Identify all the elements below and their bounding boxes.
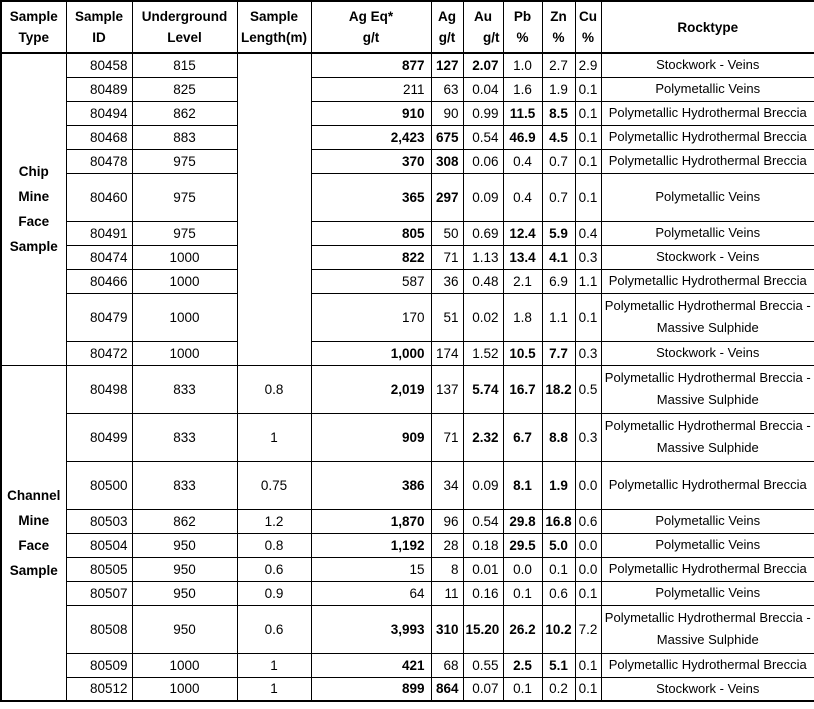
au-cell: 2.07 [463, 53, 503, 77]
zn-cell: 1.1 [542, 293, 575, 341]
au-cell: 2.32 [463, 413, 503, 461]
pb-cell: 26.2 [503, 605, 542, 653]
sample-id-cell: 80509 [66, 653, 132, 677]
length-cell: 0.9 [237, 581, 311, 605]
rocktype-cell: Polymetallic Hydrothermal Breccia [601, 149, 814, 173]
sample-id-cell: 80472 [66, 341, 132, 365]
ageq-cell: 587 [311, 269, 431, 293]
pb-cell: 11.5 [503, 101, 542, 125]
group-label-channel: Channel Mine Face Sample [1, 365, 66, 701]
sample-id-cell: 80478 [66, 149, 132, 173]
pb-cell: 6.7 [503, 413, 542, 461]
table-row [1, 677, 814, 701]
level-cell: 1000 [132, 245, 237, 269]
table-row [1, 413, 814, 461]
cu-cell: 0.1 [575, 293, 601, 341]
rocktype-cell: Polymetallic Hydrothermal Breccia [601, 125, 814, 149]
cu-cell: 0.3 [575, 245, 601, 269]
table-row [1, 125, 814, 149]
rocktype-cell: Polymetallic Hydrothermal Breccia - Massive Sulphide [601, 365, 814, 413]
ag-cell: 96 [431, 509, 463, 533]
pb-cell: 0.4 [503, 149, 542, 173]
pb-cell: 46.9 [503, 125, 542, 149]
au-cell: 0.06 [463, 149, 503, 173]
rocktype-cell: Polymetallic Hydrothermal Breccia [601, 653, 814, 677]
cu-cell: 0.1 [575, 149, 601, 173]
cu-cell: 0.0 [575, 461, 601, 509]
au-cell: 0.18 [463, 533, 503, 557]
level-cell: 975 [132, 149, 237, 173]
table-row [1, 173, 814, 221]
au-cell: 0.01 [463, 557, 503, 581]
zn-cell: 5.0 [542, 533, 575, 557]
au-cell: 0.16 [463, 581, 503, 605]
cu-cell: 0.4 [575, 221, 601, 245]
header-au: Au g/t [463, 1, 503, 53]
zn-cell: 5.9 [542, 221, 575, 245]
pb-cell: 12.4 [503, 221, 542, 245]
level-cell: 975 [132, 173, 237, 221]
level-cell: 1000 [132, 269, 237, 293]
cu-cell: 0.1 [575, 173, 601, 221]
table-header [1, 1, 814, 53]
pb-cell: 16.7 [503, 365, 542, 413]
ageq-cell: 2,019 [311, 365, 431, 413]
sample-id-cell: 80468 [66, 125, 132, 149]
ag-cell: 90 [431, 101, 463, 125]
au-cell: 0.09 [463, 461, 503, 509]
zn-cell: 0.1 [542, 557, 575, 581]
table-row [1, 581, 814, 605]
table-row [1, 245, 814, 269]
ageq-cell: 1,192 [311, 533, 431, 557]
rocktype-cell: Polymetallic Hydrothermal Breccia - Massive Sulphide [601, 293, 814, 341]
header-ag-eq: Ag Eq* g/t [311, 1, 431, 53]
table-row [1, 149, 814, 173]
ag-cell: 127 [431, 53, 463, 77]
sample-id-cell: 80458 [66, 53, 132, 77]
length-cell: 0.8 [237, 533, 311, 557]
table-row [1, 77, 814, 101]
sample-id-cell: 80466 [66, 269, 132, 293]
level-cell: 862 [132, 101, 237, 125]
rocktype-cell: Polymetallic Veins [601, 221, 814, 245]
zn-cell: 6.9 [542, 269, 575, 293]
au-cell: 0.07 [463, 677, 503, 701]
sample-id-cell: 80474 [66, 245, 132, 269]
ag-cell: 864 [431, 677, 463, 701]
sample-id-cell: 80479 [66, 293, 132, 341]
zn-cell: 0.7 [542, 149, 575, 173]
sample-id-cell: 80498 [66, 365, 132, 413]
table-row [1, 101, 814, 125]
ag-cell: 308 [431, 149, 463, 173]
level-cell: 825 [132, 77, 237, 101]
au-cell: 5.74 [463, 365, 503, 413]
level-cell: 950 [132, 581, 237, 605]
header-ag: Ag g/t [431, 1, 463, 53]
pb-cell: 0.1 [503, 677, 542, 701]
sample-id-cell: 80512 [66, 677, 132, 701]
length-cell: 1.2 [237, 509, 311, 533]
header-underground-level: Underground Level [132, 1, 237, 53]
pb-cell: 10.5 [503, 341, 542, 365]
table-row [1, 221, 814, 245]
length-cell: 0.8 [237, 365, 311, 413]
header-row [1, 1, 814, 53]
length-cell: 1 [237, 653, 311, 677]
rocktype-cell: Polymetallic Hydrothermal Breccia [601, 557, 814, 581]
ag-cell: 174 [431, 341, 463, 365]
sample-id-cell: 80500 [66, 461, 132, 509]
level-cell: 950 [132, 533, 237, 557]
rocktype-cell: Polymetallic Hydrothermal Breccia - Massive Sulphide [601, 605, 814, 653]
pb-cell: 1.6 [503, 77, 542, 101]
zn-cell: 7.7 [542, 341, 575, 365]
zn-cell: 0.7 [542, 173, 575, 221]
level-cell: 883 [132, 125, 237, 149]
au-cell: 0.54 [463, 125, 503, 149]
sample-id-cell: 80460 [66, 173, 132, 221]
ageq-cell: 365 [311, 173, 431, 221]
au-cell: 15.20 [463, 605, 503, 653]
level-cell: 1000 [132, 293, 237, 341]
pb-cell: 0.0 [503, 557, 542, 581]
ageq-cell: 15 [311, 557, 431, 581]
cu-cell: 0.1 [575, 125, 601, 149]
ag-cell: 63 [431, 77, 463, 101]
sample-id-cell: 80491 [66, 221, 132, 245]
table-row [1, 461, 814, 509]
ageq-cell: 170 [311, 293, 431, 341]
cu-cell: 0.3 [575, 341, 601, 365]
rocktype-cell: Polymetallic Veins [601, 533, 814, 557]
ageq-cell: 1,000 [311, 341, 431, 365]
au-cell: 0.69 [463, 221, 503, 245]
rocktype-cell: Polymetallic Veins [601, 77, 814, 101]
rocktype-cell: Stockwork - Veins [601, 341, 814, 365]
sample-id-cell: 80507 [66, 581, 132, 605]
ageq-cell: 805 [311, 221, 431, 245]
pb-cell: 1.0 [503, 53, 542, 77]
cu-cell: 0.1 [575, 77, 601, 101]
ageq-cell: 64 [311, 581, 431, 605]
au-cell: 0.99 [463, 101, 503, 125]
zn-cell: 5.1 [542, 653, 575, 677]
cu-cell: 0.5 [575, 365, 601, 413]
pb-cell: 13.4 [503, 245, 542, 269]
level-cell: 833 [132, 461, 237, 509]
pb-cell: 1.8 [503, 293, 542, 341]
level-cell: 1000 [132, 653, 237, 677]
pb-cell: 29.5 [503, 533, 542, 557]
pb-cell: 2.5 [503, 653, 542, 677]
ag-cell: 675 [431, 125, 463, 149]
pb-cell: 0.1 [503, 581, 542, 605]
au-cell: 0.54 [463, 509, 503, 533]
table-row [1, 653, 814, 677]
ageq-cell: 370 [311, 149, 431, 173]
cu-cell: 0.0 [575, 557, 601, 581]
ageq-cell: 3,993 [311, 605, 431, 653]
level-cell: 862 [132, 509, 237, 533]
empty-length-cell [237, 53, 311, 365]
ag-cell: 137 [431, 365, 463, 413]
cu-cell: 0.0 [575, 533, 601, 557]
ag-cell: 34 [431, 461, 463, 509]
zn-cell: 1.9 [542, 461, 575, 509]
zn-cell: 2.7 [542, 53, 575, 77]
rocktype-cell: Polymetallic Veins [601, 581, 814, 605]
au-cell: 0.48 [463, 269, 503, 293]
zn-cell: 1.9 [542, 77, 575, 101]
group-label-chip: Chip Mine Face Sample [1, 53, 66, 365]
sample-id-cell: 80499 [66, 413, 132, 461]
header-sample-type: Sample Type [1, 1, 66, 53]
zn-cell: 0.2 [542, 677, 575, 701]
pb-cell: 2.1 [503, 269, 542, 293]
ageq-cell: 1,870 [311, 509, 431, 533]
ageq-cell: 877 [311, 53, 431, 77]
zn-cell: 18.2 [542, 365, 575, 413]
level-cell: 833 [132, 413, 237, 461]
pb-cell: 8.1 [503, 461, 542, 509]
cu-cell: 0.3 [575, 413, 601, 461]
ageq-cell: 909 [311, 413, 431, 461]
cu-cell: 0.6 [575, 509, 601, 533]
cu-cell: 1.1 [575, 269, 601, 293]
header-rocktype: Rocktype [601, 1, 814, 53]
au-cell: 0.09 [463, 173, 503, 221]
au-cell: 1.52 [463, 341, 503, 365]
table-row [1, 341, 814, 365]
ageq-cell: 822 [311, 245, 431, 269]
level-cell: 950 [132, 557, 237, 581]
level-cell: 815 [132, 53, 237, 77]
rocktype-cell: Polymetallic Hydrothermal Breccia [601, 101, 814, 125]
level-cell: 833 [132, 365, 237, 413]
ag-cell: 71 [431, 245, 463, 269]
table-row [1, 293, 814, 341]
table-row [1, 53, 814, 77]
ageq-cell: 421 [311, 653, 431, 677]
table-row [1, 533, 814, 557]
zn-cell: 8.5 [542, 101, 575, 125]
level-cell: 975 [132, 221, 237, 245]
table-row [1, 269, 814, 293]
ag-cell: 310 [431, 605, 463, 653]
level-cell: 950 [132, 605, 237, 653]
zn-cell: 10.2 [542, 605, 575, 653]
cu-cell: 0.1 [575, 101, 601, 125]
pb-cell: 0.4 [503, 173, 542, 221]
table-row [1, 605, 814, 653]
level-cell: 1000 [132, 341, 237, 365]
sample-id-cell: 80503 [66, 509, 132, 533]
cu-cell: 0.1 [575, 581, 601, 605]
header-sample-id: Sample ID [66, 1, 132, 53]
rocktype-cell: Polymetallic Hydrothermal Breccia - Massive Sulphide [601, 413, 814, 461]
zn-cell: 4.1 [542, 245, 575, 269]
rocktype-cell: Polymetallic Hydrothermal Breccia [601, 461, 814, 509]
cu-cell: 7.2 [575, 605, 601, 653]
ag-cell: 28 [431, 533, 463, 557]
cu-cell: 2.9 [575, 53, 601, 77]
ageq-cell: 211 [311, 77, 431, 101]
length-cell: 0.6 [237, 605, 311, 653]
zn-cell: 4.5 [542, 125, 575, 149]
sample-id-cell: 80504 [66, 533, 132, 557]
sample-id-cell: 80489 [66, 77, 132, 101]
au-cell: 1.13 [463, 245, 503, 269]
rocktype-cell: Stockwork - Veins [601, 677, 814, 701]
ag-cell: 68 [431, 653, 463, 677]
length-cell: 0.75 [237, 461, 311, 509]
table-row [1, 557, 814, 581]
ag-cell: 11 [431, 581, 463, 605]
zn-cell: 16.8 [542, 509, 575, 533]
ag-cell: 50 [431, 221, 463, 245]
ageq-cell: 899 [311, 677, 431, 701]
rocktype-cell: Polymetallic Veins [601, 173, 814, 221]
sample-id-cell: 80494 [66, 101, 132, 125]
ageq-cell: 2,423 [311, 125, 431, 149]
pb-cell: 29.8 [503, 509, 542, 533]
length-cell: 0.6 [237, 557, 311, 581]
ag-cell: 36 [431, 269, 463, 293]
zn-cell: 0.6 [542, 581, 575, 605]
rocktype-cell: Polymetallic Hydrothermal Breccia [601, 269, 814, 293]
rocktype-cell: Stockwork - Veins [601, 245, 814, 269]
sample-id-cell: 80505 [66, 557, 132, 581]
ag-cell: 297 [431, 173, 463, 221]
cu-cell: 0.1 [575, 653, 601, 677]
ag-cell: 71 [431, 413, 463, 461]
ageq-cell: 910 [311, 101, 431, 125]
cu-cell: 0.1 [575, 677, 601, 701]
level-cell: 1000 [132, 677, 237, 701]
header-pb: Pb % [503, 1, 542, 53]
ag-cell: 8 [431, 557, 463, 581]
length-cell: 1 [237, 413, 311, 461]
zn-cell: 8.8 [542, 413, 575, 461]
table-row [1, 365, 814, 413]
header-cu: Cu % [575, 1, 601, 53]
header-sample-length: Sample Length(m) [237, 1, 311, 53]
au-cell: 0.02 [463, 293, 503, 341]
au-cell: 0.04 [463, 77, 503, 101]
rocktype-cell: Polymetallic Veins [601, 509, 814, 533]
length-cell: 1 [237, 677, 311, 701]
ageq-cell: 386 [311, 461, 431, 509]
header-zn: Zn % [542, 1, 575, 53]
sample-id-cell: 80508 [66, 605, 132, 653]
au-cell: 0.55 [463, 653, 503, 677]
ag-cell: 51 [431, 293, 463, 341]
rocktype-cell: Stockwork - Veins [601, 53, 814, 77]
table-row [1, 509, 814, 533]
